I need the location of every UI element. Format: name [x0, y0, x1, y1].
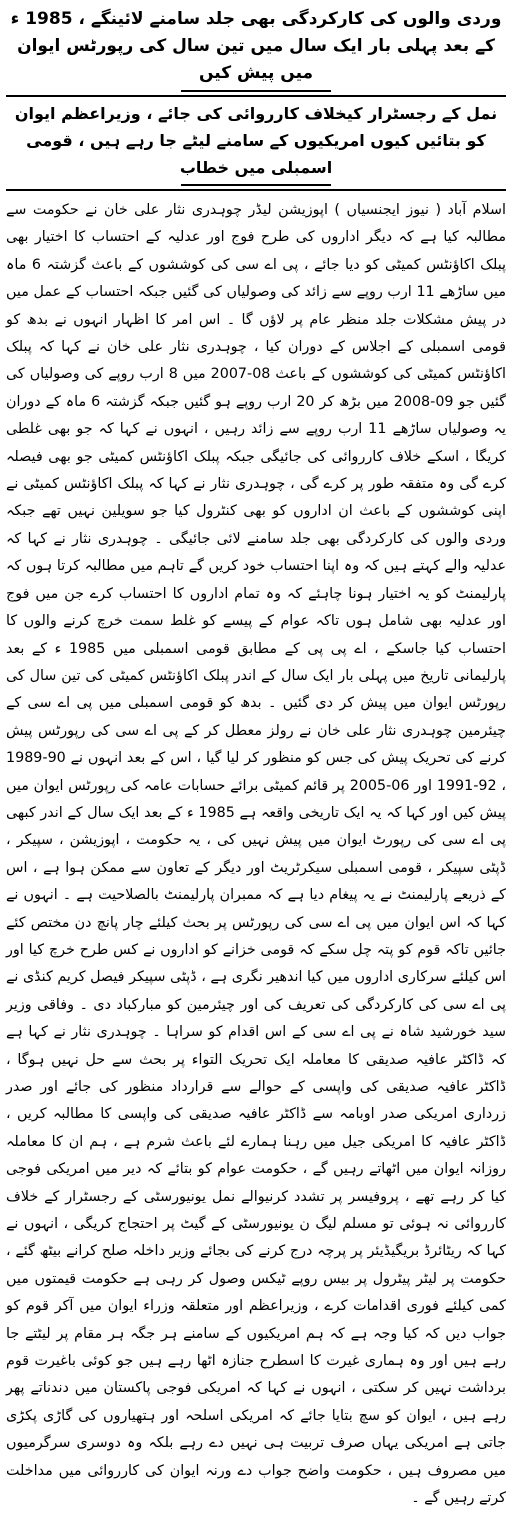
subheadline-divider-full	[6, 189, 506, 191]
news-article	[6, 6, 507, 1507]
headline-divider	[181, 90, 331, 92]
subheadline: نمل کے رجسٹرار کیخلاف کارروائی کی جائے ، وزیراعظم ایوان کو بتائیں کیوں امریکیوں کے سامنے لیٹے جا رہے ہیں ، قومی اسمبلی میں خطاب	[14, 104, 498, 177]
headline: وردی والوں کی کارکردگی بھی جلد سامنے لائینگے ، 1985 ء کے بعد پہلی بار ایک سال میں تین سال کی رپورٹس ایوان میں پیش کیں	[10, 9, 502, 83]
headline-divider-full	[6, 95, 506, 97]
article-body: اسلام آباد ( نیوز ایجنسیاں ) اپوزیشن لیڈر چوہدری نثار علی خان نے حکومت سے مطالبہ کیا ہے کہ دیگر اداروں کی طرح فوج اور عدلیہ کے احتساب کا اختیار بھی پبلک اکاؤنٹس کمیٹی کو دیا جائے ، پی اے سی کی کوششوں کے باعث گزشتہ 6 ماہ میں ساڑھے 11 ارب روپے سے زائد کی وصولیاں کی گئیں جبکہ احتساب کے عمل میں در پیش مشکلات جلد منظر عام پر لاؤں گا ۔ اس امر کا اظہار انہوں نے بدھ کو قومی اسمبلی کے اجلاس کے دوران کیا ، چوہدری نثار علی خان نے کہا کہ پبلک اکاؤنٹس کمیٹی کی کوششوں کے باعث 08-2007 میں 8 ارب روپے کی وصولیاں کی گئیں جو 09-2008 میں بڑھ کر 20 ارب روپے ہو گئیں جبکہ گزشتہ 6 ماہ کے دوران یہ وصولیاں ساڑھے 11 ارب روپے سے زائد رہیں ، انہوں نے کہا کہ جو بھی غلطی کریگا ، اسکے خلاف کارروائی کی جائیگی جبکہ پبلک اکاؤنٹس کمیٹی جو بھی فیصلہ کرے گی وہ متفقہ طور پر کرے گی ، چوہدری نثار نے کہا کہ پبلک اکاؤنٹس کمیٹی نے اپنی کوششوں کے باعث ان اداروں کو بھی کنٹرول کیا جو سویلین نہیں تھے جبکہ وردی والوں کی کارکردگی بھی جلد سامنے لائی جائیگی ۔ چوہدری نثار نے کہا کہ عدلیہ والے کہتے ہیں کہ وہ اپنا احتساب خود کریں گے تاہم میں مطالبہ کرتا ہوں کہ پارلیمنٹ کو یہ اختیار ہونا چاہئے کہ وہ تمام اداروں کا احتساب کرے جن میں فوج اور عدلیہ بھی شامل ہوں تاکہ عوام کے پیسے کو غلط سمت خرچ کرنے والوں کا احتساب کیا جاسکے ، اے پی پی کے مطابق قومی اسمبلی میں 1985 ء کے بعد پارلیمانی تاریخ میں پہلی بار ایک سال کے اندر پبلک اکاؤنٹس کمیٹی کی تین سال کی رپورٹس ایوان میں پیش کر دی گئیں ۔ بدھ کو قومی اسمبلی میں پی اے سی کے چیئرمین چوہدری نثار علی خان نے رولز معطل کر کے پی اے سی کی رپورٹس پیش کرنے کی تحریک پیش کی جس کو منظور کر لیا گیا ، اس کے بعد انہوں نے 90-1989 ، 92-1991 اور 06-2005 پر قائم کمیٹی برائے حسابات عامہ کی رپورٹس ایوان میں پیش کیں اور کہا کہ یہ ایک تاریخی واقعہ ہے 1985 ء کے بعد ایک سال کے اندر کبھی پی اے سی کی رپورٹ ایوان میں پیش نہیں کی ، یہ حکومت ، اپوزیشن ، سپیکر ، ڈپٹی سپیکر ، قومی اسمبلی سیکرٹریٹ اور دیگر کے تعاون سے ممکن ہوا ہے ، اس کے ذریعے پارلیمنٹ نے یہ پیغام دیا ہے کہ ممبران پارلیمنٹ بالصلاحیت ہے ۔ انہوں نے کہا کہ اس ایوان میں پی اے سی کی رپورٹس پر بحث کیلئے چار پانچ دن مختص کئے جائیں تاکہ قوم کو پتہ چل سکے کہ قومی خزانے کو اداروں نے کس طرح خرچ کیا اور اس کیلئے سرکاری اداروں میں کیا اندھیر نگری ہے ، ڈپٹی سپیکر فیصل کریم کنڈی نے پی اے سی کی کارکردگی کی تعریف کی اور چیئرمین کو مبارکباد دی ۔ وفاقی وزیر سید خورشید شاہ نے پی اے سی کے اس اقدام کو سراہا ۔ چوہدری نثار نے کہا ہے کہ ڈاکٹر عافیہ صدیقی کا معاملہ ایک تحریک التواء پر بحث سے حل نہیں ہوگا ، ڈاکٹر عافیہ صدیقی کی واپسی کے حوالے سے قرارداد منظور کی جائے اور صدر زرداری امریکی صدر اوبامہ سے ڈاکٹر عافیہ صدیقی کی واپسی کا مطالبہ کریں ، ڈاکٹر عافیہ کا امریکی جیل میں رہنا ہمارے لئے باعث شرم ہے ، ہم ان کا معاملہ روزانہ ایوان میں اٹھاتے رہیں گے ، حکومت عوام کو بتائے کہ دیر میں امریکی فوجی کیا کر رہے تھے ، پروفیسر پر تشدد کرنیوالے نمل یونیورسٹی کے رجسٹرار کے خلاف کارروائی نہ ہوئی تو مسلم لیگ ن یونیورسٹی کے گیٹ پر احتجاج کریگی ، انہوں نے کہا کہ ریٹائرڈ بریگیڈیئر پر پرچہ درج کرنے کی بجائے وزیر داخلہ صلح کرانے بیٹھ گئے ، حکومت پر لیٹر پیٹرول پر بیس روپے ٹیکس وصول کر رہی ہے حکومت قیمتوں میں کمی کیلئے فوری اقدامات کرے ، وزیراعظم اور متعلقہ وزراء ایوان میں آکر قوم کو جواب دیں کہ کیا وجہ ہے کہ ہم امریکیوں کے سامنے ہر جگہ ہر مقام پر لیٹتے جا رہے ہیں اور وہ ہماری غیرت کا اسطرح جنازہ اٹھا رہے ہیں جو کوئی باغیرت قوم برداشت نہیں کر سکتی ، انہوں نے کہا کہ امریکی فوجی پاکستان میں دندناتے پھر رہے ہیں ، ایوان کو سچ بتایا جائے کہ امریکی اسلحہ اور ہتھیاروں کی گاڑی پکڑی جاتی ہے امریکی یہاں صرف تربیت ہی نہیں دے رہے بلکہ وہ دوسری سرگرمیوں میں مصروف ہیں ، حکومت واضح جواب دے ورنہ ایوان کی کارروائی میں مداخلت کرتے رہیں گے ۔	[6, 202, 507, 1507]
subheadline-divider	[181, 184, 331, 186]
